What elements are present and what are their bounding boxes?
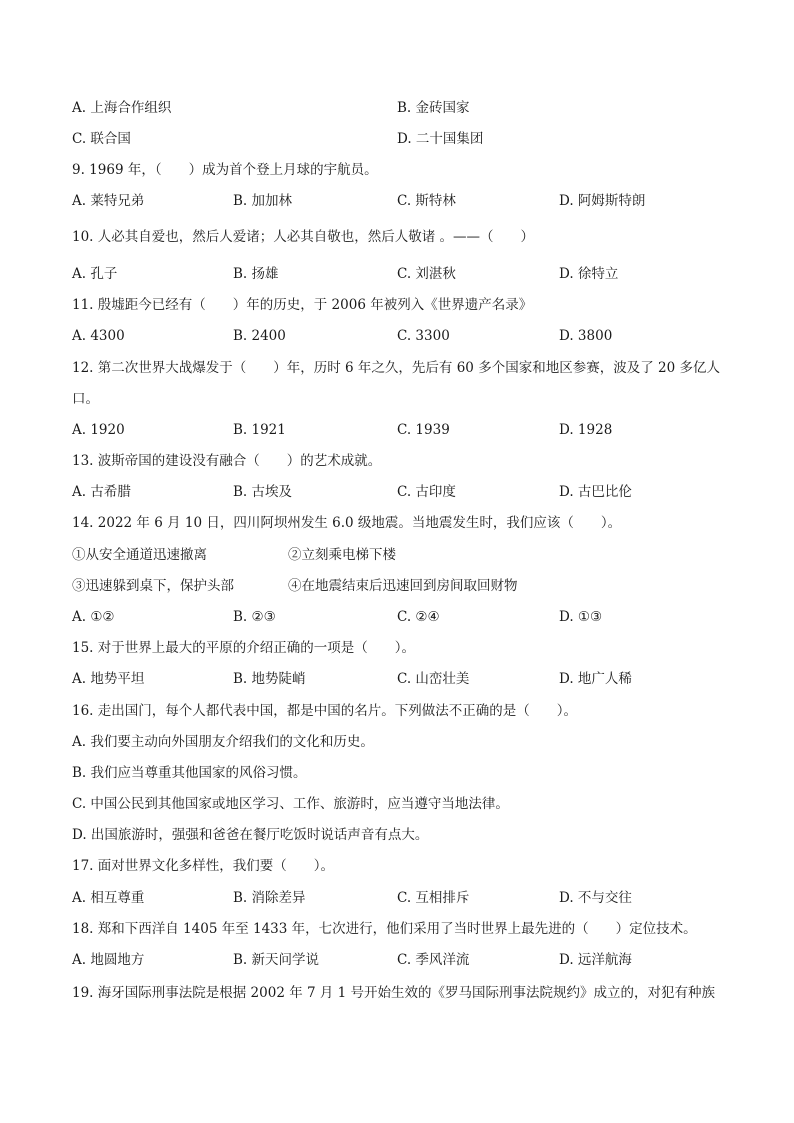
answer-option: A. 地圆地方 <box>72 952 145 968</box>
answer-option: C. 3300 <box>397 328 450 344</box>
question-text: A. 我们要主动向外国朋友介绍我们的文化和历史。 <box>72 734 374 750</box>
question-text: 17. 面对世界文化多样性，我们要（ ）。 <box>72 858 335 874</box>
question-text: 11. 殷墟距今已经有（ ）年的历史，于 2006 年被列入《世界遗产名录》 <box>72 297 533 313</box>
answer-option: C. 斯特林 <box>397 193 456 209</box>
answer-option: D. 古巴比伦 <box>559 484 632 500</box>
answer-option: D. 阿姆斯特朗 <box>559 193 646 209</box>
question-text: C. 中国公民到其他国家或地区学习、工作、旅游时，应当遵守当地法律。 <box>72 796 509 812</box>
answer-option: B. 1921 <box>233 422 286 438</box>
answer-option: D. 地广人稀 <box>559 671 632 687</box>
answer-option: D. 徐特立 <box>559 266 619 282</box>
question-text: 18. 郑和下西洋自 1405 年至 1433 年，七次进行，他们采用了当时世界上最先进的（ ）定位技术。 <box>72 921 697 937</box>
answer-option: B. 金砖国家 <box>397 100 470 116</box>
question-text: 口。 <box>72 391 99 407</box>
question-text: 19. 海牙国际刑事法院是根据 2002 年 7 月 1 号开始生效的《罗马国际刑事法院规约》成立的，对犯有种族 <box>72 985 716 1001</box>
answer-option: A. 上海合作组织 <box>72 100 172 116</box>
answer-option: A. ①② <box>72 609 115 625</box>
answer-option: D. 3800 <box>559 328 613 344</box>
answer-option: A. 莱特兄弟 <box>72 193 145 209</box>
question-text: 15. 对于世界上最大的平原的介绍正确的一项是（ ）。 <box>72 640 416 656</box>
answer-option: A. 地势平坦 <box>72 671 145 687</box>
answer-option: A. 孔子 <box>72 266 118 282</box>
answer-option: A. 相互尊重 <box>72 890 145 906</box>
answer-option: D. 二十国集团 <box>397 131 484 147</box>
answer-option: B. 古埃及 <box>233 484 293 500</box>
question-text: 14. 2022 年 6 月 10 日，四川阿坝州发生 6.0 级地震。当地震发生时，我们应该（ ）。 <box>72 515 622 531</box>
answer-option: C. 季风洋流 <box>397 952 470 968</box>
answer-option: D. 不与交往 <box>559 890 632 906</box>
answer-option: A. 古希腊 <box>72 484 131 500</box>
answer-option: C. ②④ <box>397 609 440 625</box>
answer-option: B. 2400 <box>233 328 286 344</box>
question-text: B. 我们应当尊重其他国家的风俗习惯。 <box>72 765 307 781</box>
answer-option: ④在地震结束后迅速回到房间取回财物 <box>288 578 518 594</box>
answer-option: A. 4300 <box>72 328 125 344</box>
answer-option: B. 新天问学说 <box>233 952 320 968</box>
question-text: D. 出国旅游时，强强和爸爸在餐厅吃饭时说话声音有点大。 <box>72 827 429 843</box>
answer-option: C. 山峦壮美 <box>397 671 470 687</box>
answer-option: ①从安全通道迅速撤离 <box>72 547 207 563</box>
answer-option: C. 互相排斥 <box>397 890 470 906</box>
answer-option: C. 古印度 <box>397 484 456 500</box>
answer-option: C. 联合国 <box>72 131 131 147</box>
answer-option: C. 1939 <box>397 422 450 438</box>
question-text: 13. 波斯帝国的建设没有融合（ ）的艺术成就。 <box>72 453 382 469</box>
answer-option: B. 扬雄 <box>233 266 279 282</box>
answer-option: B. ②③ <box>233 609 276 625</box>
question-text: 9. 1969 年，（ ）成为首个登上月球的宇航员。 <box>72 162 378 178</box>
answer-option: D. 远洋航海 <box>559 952 632 968</box>
answer-option: ③迅速躲到桌下，保护头部 <box>72 578 234 594</box>
question-text: 12. 第二次世界大战爆发于（ ）年，历时 6 年之久，先后有 60 多个国家和地区参赛，波及了 20 多亿人 <box>72 360 720 376</box>
answer-option: C. 刘湛秋 <box>397 266 456 282</box>
answer-option: B. 地势陡峭 <box>233 671 306 687</box>
answer-option: ②立刻乘电梯下楼 <box>288 547 396 563</box>
question-text: 10. 人必其自爱也，然后人爱诸；人必其自敬也，然后人敬诸 。——（ ） <box>72 229 535 245</box>
question-text: 16. 走出国门，每个人都代表中国，都是中国的名片。下列做法不正确的是（ ）。 <box>72 703 578 719</box>
answer-option: B. 消除差异 <box>233 890 306 906</box>
answer-option: D. 1928 <box>559 422 613 438</box>
answer-option: B. 加加林 <box>233 193 293 209</box>
answer-option: D. ①③ <box>559 609 603 625</box>
answer-option: A. 1920 <box>72 422 125 438</box>
